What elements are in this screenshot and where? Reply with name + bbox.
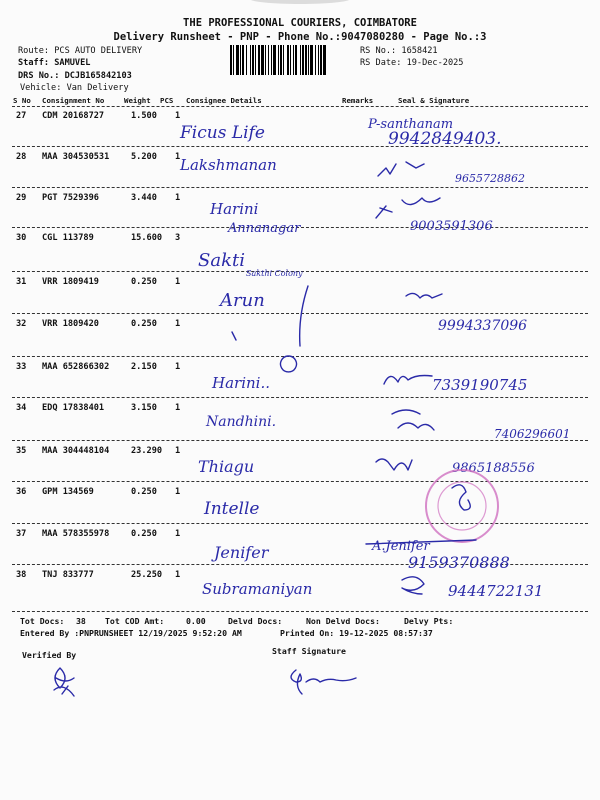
row-consignment-no: CGL 113789 — [42, 233, 94, 243]
row-consignment-no: TNJ 833777 — [42, 570, 94, 580]
staff-signature-label: Staff Signature — [272, 646, 346, 656]
row-pcs: 1 — [175, 570, 181, 580]
seal-scribble-33 — [384, 376, 432, 385]
row-weight: 0.250 — [131, 487, 157, 497]
row-sno: 27 — [16, 111, 27, 121]
row-sno: 35 — [16, 446, 27, 456]
consignee-writing-36: Intelle — [204, 499, 260, 519]
col-pcs: PCS — [160, 96, 174, 105]
company-title: THE PROFESSIONAL COURIERS, COIMBATORE — [183, 17, 417, 29]
verified-by-label: Verified By — [22, 650, 77, 660]
tot-cod-label: Tot COD Amt: — [105, 616, 165, 626]
seal-writing-37b: 9159370888 — [408, 553, 510, 572]
row-pcs: 1 — [175, 277, 181, 287]
non-delvd-docs-label: Non Delvd Docs: — [306, 616, 380, 626]
seal-writing-34: 7406296601 — [494, 427, 571, 441]
row-sno: 31 — [16, 277, 27, 287]
row-weight: 3.150 — [131, 403, 157, 413]
tot-cod-value: 0.00 — [186, 616, 206, 626]
row-pcs: 1 — [175, 487, 181, 497]
row-consignment-no: EDQ 17838401 — [42, 403, 105, 413]
row-sno: 30 — [16, 233, 27, 243]
consignee-writing-34: Nandhini. — [206, 414, 277, 430]
staff-signature — [282, 664, 362, 698]
drs-number: DRS No.: DCJB165842103 — [18, 71, 132, 81]
consignee-writing-29a: Harini — [210, 200, 259, 218]
col-consignee: Consignee Details — [186, 96, 262, 105]
row-sno: 33 — [16, 362, 27, 372]
seal-scribble-36 — [452, 485, 470, 510]
seal-writing-28: 9655728862 — [455, 172, 525, 185]
row-weight: 0.250 — [131, 319, 157, 329]
consignee-writing-29b: Annanagar — [228, 221, 301, 236]
row-weight: 0.250 — [131, 277, 157, 287]
row-weight: 5.200 — [131, 152, 157, 162]
consignee-writing-27: Ficus Life — [180, 123, 265, 143]
row-weight: 15.600 — [131, 233, 163, 243]
col-consignment: Consignment No — [42, 96, 105, 105]
row-pcs: 1 — [175, 362, 181, 372]
route-label: Route: PCS AUTO DELIVERY — [18, 46, 143, 56]
consignee-writing-31: Arun — [220, 290, 265, 311]
row-sno: 28 — [16, 152, 27, 162]
row-consignment-no: CDM 20168727 — [42, 111, 105, 121]
barcode-image — [230, 45, 356, 75]
row-pcs: 1 — [175, 446, 181, 456]
row-weight: 23.290 — [131, 446, 163, 456]
row-consignment-no: VRR 1809419 — [42, 277, 99, 287]
seal-scribble-29 — [376, 198, 440, 218]
seal-writing-33: 7339190745 — [432, 376, 528, 394]
col-remarks: Remarks — [342, 96, 374, 105]
row-consignment-no: MAA 652866302 — [42, 362, 110, 372]
verifier-signature — [50, 664, 80, 700]
row-pcs: 1 — [175, 529, 181, 539]
entered-by: Entered By :PNPRUNSHEET 12/19/2025 9:52:20 AM — [20, 628, 242, 638]
row-weight: 25.250 — [131, 570, 163, 580]
row-consignment-no: PGT 7529396 — [42, 193, 99, 203]
seal-writing-35: 9865188556 — [452, 461, 535, 476]
consignee-writing-33: Harini.. — [212, 374, 270, 392]
row-sno: 37 — [16, 529, 27, 539]
row-pcs: 1 — [175, 319, 181, 329]
row-weight: 0.250 — [131, 529, 157, 539]
row-pcs: 1 — [175, 403, 181, 413]
company-seal-stamp — [426, 470, 498, 542]
consignee-writing-30b: Sakthi Colony — [246, 269, 303, 278]
rs-date: RS Date: 19-Dec-2025 — [360, 58, 464, 68]
rs-number: RS No.: 1658421 — [360, 46, 438, 56]
footer-rule — [12, 611, 588, 612]
scan-smudge — [250, 0, 350, 4]
staff-label: Staff: SAMUVEL — [18, 58, 91, 68]
row-sno: 38 — [16, 570, 27, 580]
row-weight: 1.500 — [131, 111, 157, 121]
seal-writing-37a: A.Jenifer — [372, 539, 430, 554]
seal-writing-32: 9994337096 — [438, 318, 528, 334]
row-sno: 34 — [16, 403, 27, 413]
seal-scribble-34 — [392, 410, 434, 430]
consignee-writing-30a: Sakti — [198, 250, 245, 271]
row-sno: 29 — [16, 193, 27, 203]
header-rule — [12, 106, 588, 107]
seal-scribble-38 — [402, 577, 424, 594]
consignee-writing-38: Subramaniyan — [202, 580, 313, 598]
delvy-pts-label: Delvy Pts: — [404, 616, 454, 626]
seal-writing-27a: P-santhanam — [368, 117, 454, 132]
runsheet-subtitle: Delivery Runsheet - PNP - Phone No.:9047080280 - Page No.:3 — [113, 31, 487, 43]
seal-scribble-31 — [406, 293, 442, 298]
row-pcs: 1 — [175, 152, 181, 162]
row-weight: 2.150 — [131, 362, 157, 372]
col-seal-signature: Seal & Signature — [398, 96, 470, 105]
seal-writing-38: 9444722131 — [448, 582, 544, 600]
row-weight: 3.440 — [131, 193, 157, 203]
row-pcs: 1 — [175, 111, 181, 121]
vehicle-label: Vehicle: Van Delivery — [20, 83, 129, 93]
row-consignment-no: GPM 134569 — [42, 487, 94, 497]
printed-on: Printed On: 19-12-2025 08:57:37 — [280, 628, 433, 638]
row-consignment-no: VRR 1809420 — [42, 319, 99, 329]
row-consignment-no: MAA 578355978 — [42, 529, 110, 539]
consignee-writing-28: Lakshmanan — [180, 156, 277, 174]
row-pcs: 3 — [175, 233, 181, 243]
seal-scribble-35 — [376, 459, 412, 470]
row-pcs: 1 — [175, 193, 181, 203]
row-consignment-no: MAA 304448104 — [42, 446, 110, 456]
tot-docs-label: Tot Docs: — [20, 616, 65, 626]
col-weight: Weight — [124, 96, 151, 105]
row-consignment-no: MAA 304530531 — [42, 152, 110, 162]
seal-scribble-28 — [378, 162, 424, 176]
consignee-writing-37: Jenifer — [214, 543, 269, 562]
row-sno: 32 — [16, 319, 27, 329]
col-sno: S No — [13, 96, 31, 105]
delvd-docs-label: Delvd Docs: — [228, 616, 283, 626]
seal-writing-29: 9003591306 — [410, 219, 493, 234]
tot-docs-value: 38 — [76, 616, 86, 626]
consignee-writing-35: Thiagu — [198, 457, 255, 476]
handwriting-layer — [170, 110, 600, 610]
row-sno: 36 — [16, 487, 27, 497]
seal-writing-27b: 9942849403. — [388, 129, 502, 149]
